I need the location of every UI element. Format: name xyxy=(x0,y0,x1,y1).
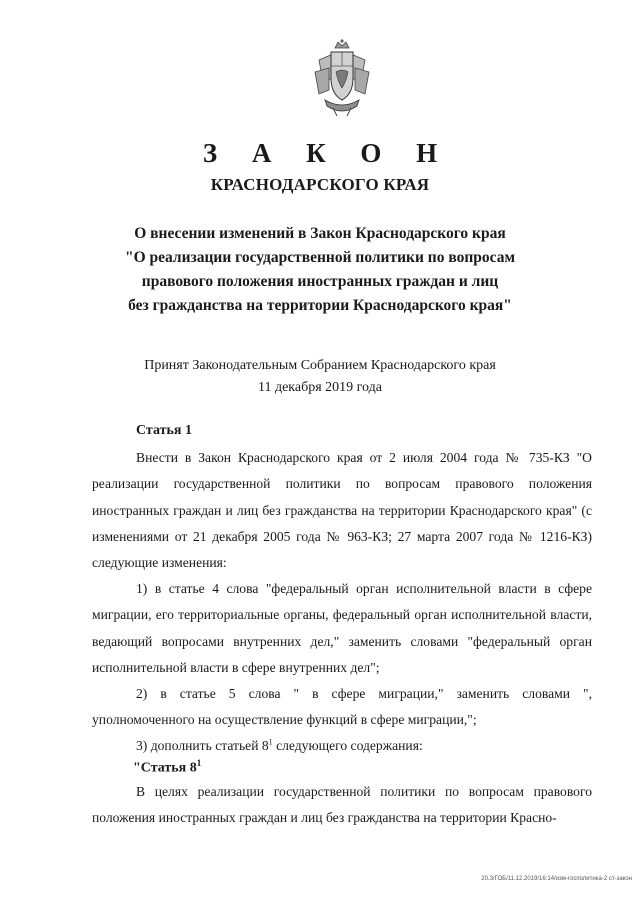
subtitle-line: правового положения иностранных граждан и лиц xyxy=(141,273,499,290)
article-1-item-1: 1) в статье 4 слова "федеральный орган исполнительной власти в сфере миграции, его территориальные органы, федеральный орган исполнительной власти, ведающий вопросами внутренних дел," заменить словами "федеральный орган исполнительной власти в сфере внутренних дел"; xyxy=(92,581,592,675)
subtitle-line: "О реализации государственной политики по вопросам xyxy=(124,249,516,266)
subtitle-line: О внесении изменений в Закон Краснодарского края xyxy=(134,225,506,242)
article-1-heading: Статья 1 xyxy=(136,423,192,438)
item-3-text: 3) дополнить статьей 8 xyxy=(136,738,269,753)
article-1-intro: Внести в Закон Краснодарского края от 2 июля 2004 года № 735-КЗ "О реализации государственной политики по вопросам правового положения иностранных граждан и лиц без гражданства на территории Краснодарского края" (с изменениями от 21 декабря 2005 года № 963-КЗ; 27 марта 2007 года № 1216-КЗ) следующие изменения: xyxy=(92,450,592,571)
law-title: З А К О Н xyxy=(202,138,452,168)
superscript: 1 xyxy=(268,737,273,747)
law-region: КРАСНОДАРСКОГО КРАЯ xyxy=(210,175,430,194)
law-subtitle xyxy=(60,222,580,318)
adoption-body: Принят Законодательным Собранием Краснодарского края xyxy=(144,358,496,373)
article-8-1-heading xyxy=(133,758,201,777)
krasnodar-coat-of-arms-icon xyxy=(311,38,373,118)
article-8-1-heading-text: "Статья 8 xyxy=(133,760,197,776)
article-1-item-2: 2) в статье 5 слова " в сфере миграции," заменить словами ", уполномоченного на осуществление функций в сфере миграции,"; xyxy=(92,686,592,728)
superscript: 1 xyxy=(196,758,202,768)
article-8-1-text: В целях реализации государственной политики по вопросам правового положения иностранных граждан и лиц без гражданства на территории Красно- xyxy=(92,784,592,826)
adoption-date: 11 декабря 2019 года xyxy=(257,380,382,395)
article-1-item-3 xyxy=(92,733,592,759)
document-footer-mark: 20.3/ГОБ/11.12.2019/16:14/изм-госполитика-2 ст-закон xyxy=(481,876,632,882)
subtitle-line: без гражданства на территории Краснодарского края" xyxy=(128,297,512,314)
item-3-text-end: следующего содержания: xyxy=(272,738,423,753)
adoption-note xyxy=(60,355,580,399)
